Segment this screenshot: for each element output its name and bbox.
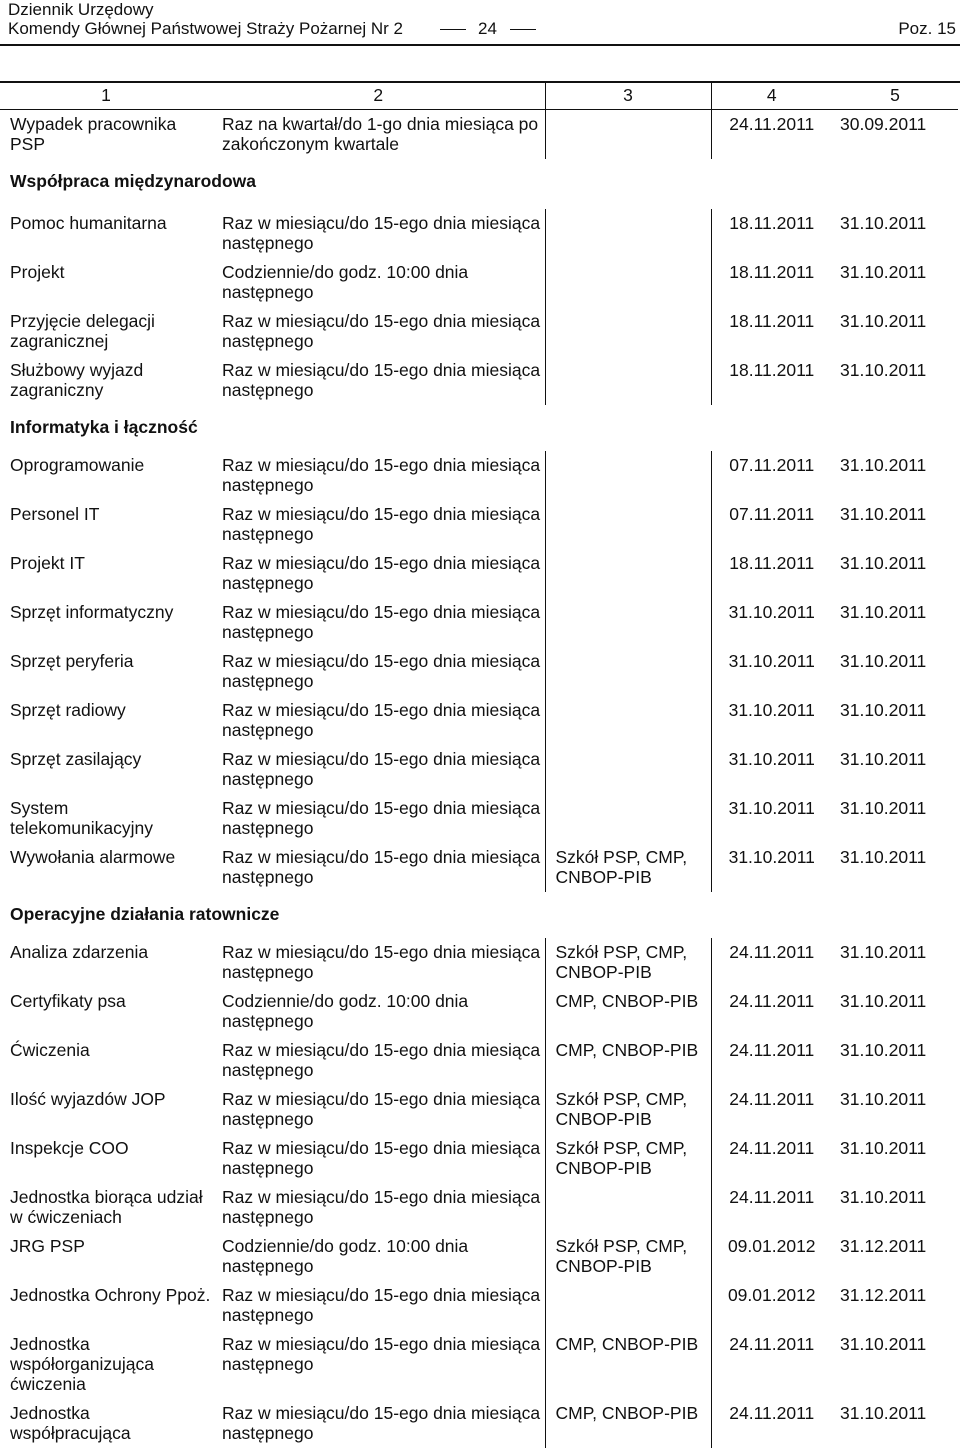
report-name-cell: Sprzęt peryferia [10,650,134,671]
frequency-cell: Raz w miesiącu/do 15-ego dnia miesiąca następnego [222,552,541,593]
date-col5-cell: 31.10.2011 [840,601,927,622]
table-row [0,451,958,500]
table-body [0,110,958,1448]
table-row [0,987,958,1036]
table-row [0,549,958,598]
date-col5-cell: 31.10.2011 [840,990,927,1011]
frequency-cell: Raz w miesiącu/do 15-ego dnia miesiąca następnego [222,1402,541,1443]
section-header-row [0,892,958,938]
date-col4-cell: 31.10.2011 [711,745,832,794]
table-row [0,843,958,892]
date-col5-cell: 31.12.2011 [840,1284,927,1305]
table-row [0,500,958,549]
table-row [0,1085,958,1134]
table-row [0,1036,958,1085]
date-col5-cell: 31.10.2011 [840,1402,927,1423]
recipients-cell: Szkół PSP, CMP, CNBOP-PIB [545,843,711,892]
frequency-cell: Codziennie/do godz. 10:00 dnia następnego [222,990,469,1031]
frequency-cell: Raz w miesiącu/do 15-ego dnia miesiąca następnego [222,503,541,544]
report-name-cell: Personel IT [10,503,100,524]
report-name-cell: Projekt [10,261,65,282]
date-col4-cell: 24.11.2011 [711,1183,832,1232]
table-row [0,110,958,159]
date-col4-cell: 24.11.2011 [711,987,832,1036]
report-name-cell: Jednostka Ochrony Ppoż. [10,1284,211,1305]
frequency-cell: Raz w miesiącu/do 15-ego dnia miesiąca następnego [222,601,541,642]
recipients-cell [545,209,711,258]
date-col5-cell: 31.10.2011 [840,748,927,769]
recipients-cell: Szkół PSP, CMP, CNBOP-PIB [545,1232,711,1281]
report-name-cell: Jednostka współpracująca [10,1402,131,1443]
table-row [0,598,958,647]
reporting-table [0,83,960,1448]
recipients-cell [545,745,711,794]
date-col4-cell: 24.11.2011 [711,1036,832,1085]
report-name-cell: Analiza zdarzenia [10,941,149,962]
recipients-cell [545,1281,711,1330]
recipients-cell [545,794,711,843]
column-number-row [0,83,958,110]
frequency-cell: Raz w miesiącu/do 15-ego dnia miesiąca następnego [222,797,541,838]
date-col4-cell: 09.01.2012 [711,1232,832,1281]
date-col5-cell: 31.10.2011 [840,1186,927,1207]
position-number: Poz. 15 [898,19,956,38]
date-col5-cell: 30.09.2011 [840,114,927,134]
date-col5-cell: 31.10.2011 [840,454,927,475]
report-name-cell: Certyfikaty psa [10,990,126,1011]
frequency-cell: Raz na kwartał/do 1-go dnia miesiąca po zakończonym kwartale [222,114,539,154]
frequency-cell: Raz w miesiącu/do 15-ego dnia miesiąca następnego [222,1333,541,1374]
table-row [0,258,958,307]
frequency-cell: Raz w miesiącu/do 15-ego dnia miesiąca następnego [222,748,541,789]
date-col5-cell: 31.12.2011 [840,1235,927,1256]
journal-issue: Komendy Głównej Państwowej Straży Pożarnej Nr 2 [8,19,403,38]
date-col5-cell: 31.10.2011 [840,310,927,331]
column-number-3: 3 [545,83,711,110]
page-number: 24 [478,19,497,38]
date-col5-cell: 31.10.2011 [840,1137,927,1158]
frequency-cell: Raz w miesiącu/do 15-ego dnia miesiąca następnego [222,846,541,887]
table-row [0,1134,958,1183]
recipients-cell [545,356,711,405]
date-col5-cell: 31.10.2011 [840,552,927,573]
report-name-cell: Wypadek pracownika PSP [10,114,177,154]
date-col4-cell: 24.11.2011 [711,1085,832,1134]
date-col4-cell: 18.11.2011 [711,258,832,307]
table-row [0,745,958,794]
report-name-cell: Pomoc humanitarna [10,212,167,233]
recipients-cell [545,647,711,696]
section-header-row [0,405,958,451]
frequency-cell: Raz w miesiącu/do 15-ego dnia miesiąca następnego [222,1088,541,1129]
recipients-cell: CMP, CNBOP-PIB [545,987,711,1036]
recipients-cell: CMP, CNBOP-PIB [545,1036,711,1085]
date-col4-cell: 24.11.2011 [711,110,832,159]
report-name-cell: Służbowy wyjazd zagraniczny [10,359,144,400]
date-col4-cell: 31.10.2011 [711,647,832,696]
report-name-cell: Oprogramowanie [10,454,145,475]
recipients-cell [545,598,711,647]
date-col4-cell: 07.11.2011 [711,451,832,500]
recipients-cell [545,258,711,307]
table-row [0,1232,958,1281]
table-row [0,696,958,745]
column-number-2: 2 [212,83,545,110]
date-col5-cell: 31.10.2011 [840,1088,927,1109]
column-number-5: 5 [832,83,958,110]
date-col5-cell: 31.10.2011 [840,359,927,380]
recipients-cell: Szkół PSP, CMP, CNBOP-PIB [545,938,711,987]
recipients-cell [545,696,711,745]
section-title: Współpraca międzynarodowa [10,170,257,191]
frequency-cell: Raz w miesiącu/do 15-ego dnia miesiąca następnego [222,650,541,691]
report-name-cell: Ilość wyjazdów JOP [10,1088,166,1109]
page-number-dash-right [510,19,536,20]
recipients-cell [545,1183,711,1232]
frequency-cell: Codziennie/do godz. 10:00 dnia następnego [222,261,469,302]
recipients-cell [545,549,711,598]
table-row [0,209,958,258]
report-name-cell: JRG PSP [10,1235,85,1256]
report-name-cell: Sprzęt zasilający [10,748,142,769]
table-row [0,356,958,405]
date-col5-cell: 31.10.2011 [840,503,927,524]
report-name-cell: Projekt IT [10,552,85,573]
recipients-cell: CMP, CNBOP-PIB [545,1330,711,1399]
report-name-cell: Wywołania alarmowe [10,846,176,867]
page-number-dash-left [440,19,466,20]
recipients-cell [545,500,711,549]
date-col4-cell: 09.01.2012 [711,1281,832,1330]
date-col4-cell: 18.11.2011 [711,307,832,356]
frequency-cell: Raz w miesiącu/do 15-ego dnia miesiąca następnego [222,941,541,982]
report-name-cell: Jednostka biorąca udział w ćwiczeniach [10,1186,203,1227]
table-row [0,938,958,987]
report-name-cell: Jednostka współorganizująca ćwiczenia [10,1333,154,1394]
date-col4-cell: 24.11.2011 [711,1399,832,1448]
recipients-cell [545,307,711,356]
frequency-cell: Raz w miesiącu/do 15-ego dnia miesiąca następnego [222,359,541,400]
report-name-cell: System telekomunikacyjny [10,797,153,838]
column-number-4: 4 [711,83,832,110]
report-name-cell: Sprzęt informatyczny [10,601,174,622]
section-title: Informatyka i łączność [10,416,198,437]
report-name-cell: Ćwiczenia [10,1039,90,1060]
frequency-cell: Raz w miesiącu/do 15-ego dnia miesiąca następnego [222,454,541,495]
frequency-cell: Raz w miesiącu/do 15-ego dnia miesiąca następnego [222,1039,541,1080]
section-title: Operacyjne działania ratownicze [10,903,280,924]
date-col4-cell: 18.11.2011 [711,356,832,405]
date-col5-cell: 31.10.2011 [840,846,927,867]
recipients-cell [545,110,711,159]
report-name-cell: Sprzęt radiowy [10,699,126,720]
date-col5-cell: 31.10.2011 [840,797,927,818]
report-name-cell: Inspekcje COO [10,1137,129,1158]
date-col4-cell: 18.11.2011 [711,549,832,598]
date-col4-cell: 31.10.2011 [711,598,832,647]
table-row [0,307,958,356]
frequency-cell: Raz w miesiącu/do 15-ego dnia miesiąca następnego [222,1186,541,1227]
table-row [0,1330,958,1399]
page-header [8,0,958,40]
frequency-cell: Raz w miesiącu/do 15-ego dnia miesiąca następnego [222,1284,541,1325]
table-row [0,794,958,843]
column-number-1: 1 [0,83,212,110]
journal-title: Dziennik Urzędowy [8,0,154,19]
header-rule [0,44,960,46]
recipients-cell: Szkół PSP, CMP, CNBOP-PIB [545,1085,711,1134]
date-col5-cell: 31.10.2011 [840,1333,927,1354]
table-row [0,1183,958,1232]
date-col5-cell: 31.10.2011 [840,261,927,282]
date-col5-cell: 31.10.2011 [840,650,927,671]
section-header-row [0,159,958,209]
frequency-cell: Raz w miesiącu/do 15-ego dnia miesiąca następnego [222,310,541,351]
date-col4-cell: 31.10.2011 [711,843,832,892]
report-name-cell: Przyjęcie delegacji zagranicznej [10,310,155,351]
recipients-cell [545,451,711,500]
date-col5-cell: 31.10.2011 [840,212,927,233]
date-col4-cell: 24.11.2011 [711,1330,832,1399]
frequency-cell: Raz w miesiącu/do 15-ego dnia miesiąca następnego [222,212,541,253]
table-row [0,647,958,696]
date-col4-cell: 31.10.2011 [711,794,832,843]
date-col4-cell: 24.11.2011 [711,938,832,987]
date-col4-cell: 18.11.2011 [711,209,832,258]
table-row [0,1399,958,1448]
date-col5-cell: 31.10.2011 [840,941,927,962]
date-col4-cell: 24.11.2011 [711,1134,832,1183]
date-col5-cell: 31.10.2011 [840,699,927,720]
date-col4-cell: 31.10.2011 [711,696,832,745]
frequency-cell: Raz w miesiącu/do 15-ego dnia miesiąca następnego [222,1137,541,1178]
frequency-cell: Codziennie/do godz. 10:00 dnia następnego [222,1235,469,1276]
recipients-cell: CMP, CNBOP-PIB [545,1399,711,1448]
frequency-cell: Raz w miesiącu/do 15-ego dnia miesiąca następnego [222,699,541,740]
table-row [0,1281,958,1330]
date-col4-cell: 07.11.2011 [711,500,832,549]
date-col5-cell: 31.10.2011 [840,1039,927,1060]
recipients-cell: Szkół PSP, CMP, CNBOP-PIB [545,1134,711,1183]
